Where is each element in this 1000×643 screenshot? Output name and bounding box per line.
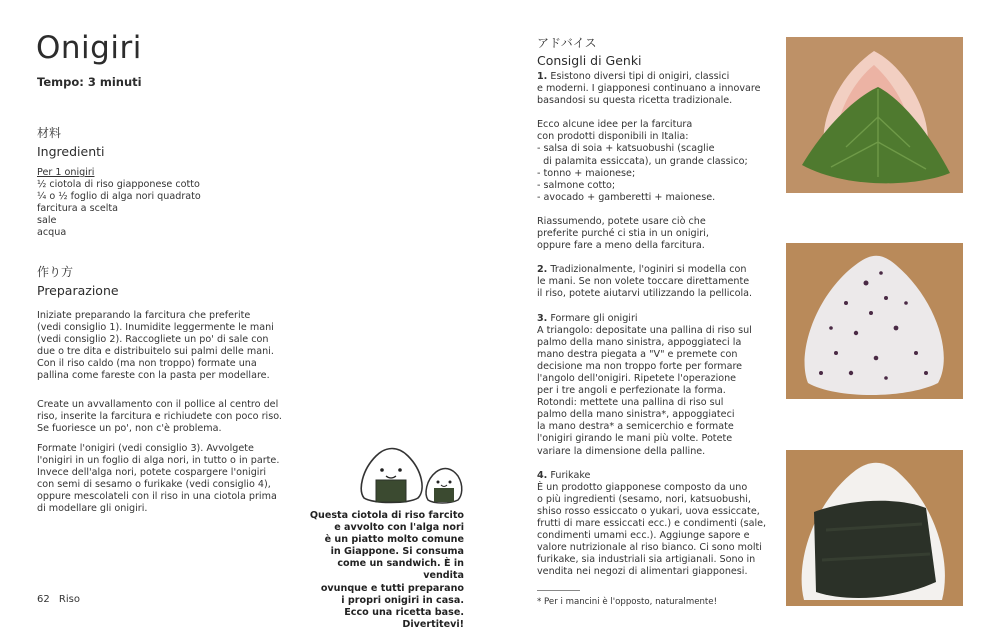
text-line: due o tre dita e distribuitelo sui palmi delle mani.	[37, 345, 274, 357]
text-line: variare la dimensione della palline.	[537, 445, 706, 457]
text-line: Esistono diversi tipi di onigiri, classici	[547, 71, 730, 82]
caption-line: ovunque e tutti preparano	[320, 582, 464, 594]
text-line: - tonno + maionese;	[537, 167, 636, 179]
text-line: Iniziate preparando la farcitura che preferite	[37, 309, 251, 321]
text-line: o più ingredienti (sesamo, nori, katsuobushi,	[537, 493, 751, 505]
ingredient-item: sale	[37, 215, 57, 227]
text-line: l'angolo dell'onigiri. Ripetete l'operazione	[537, 372, 737, 384]
text-line: valore nutrizionale al riso bianco. Ci sono molti	[537, 542, 762, 554]
tip-title: Formare gli onigiri	[547, 312, 638, 324]
text-line: il riso, potete aiutarvi utilizzando la pellicola.	[537, 288, 753, 300]
text-line: Con il riso caldo (ma non troppo) formate una	[37, 357, 257, 369]
footnote-divider	[537, 590, 580, 591]
text-line: basandosi su questa ricetta tradizionale.	[537, 95, 733, 107]
page-footer	[37, 594, 80, 605]
caption-line: è un piatto molto comune	[324, 534, 464, 546]
text-line: È un prodotto giapponese composto da uno	[537, 481, 748, 493]
text-line: riso, inserite la farcitura e richiudete con poco riso.	[37, 410, 282, 422]
tip-number: 2.	[537, 264, 548, 276]
text-line: palmo della mano sinistra*, appoggiateci	[537, 409, 735, 421]
text-line: preferite purché ci stia in un onigiri,	[537, 228, 709, 240]
text-line: vendita nei negozi di alimentari giapponesi.	[537, 566, 748, 578]
ingredient-item: ½ ciotola di riso giapponese cotto	[37, 179, 200, 191]
text-line: - salmone cotto;	[537, 179, 616, 191]
ingredient-item: ¼ o ½ foglio di alga nori quadrato	[37, 191, 201, 203]
text-line: di palamita essiccata), un grande classico;	[537, 155, 748, 167]
caption-line: in Giappone. Si consuma	[330, 546, 464, 558]
text-line: - avocado + gamberetti + maionese.	[537, 191, 716, 203]
text-line: di modellare gli onigiri.	[37, 503, 148, 515]
text-line: Create un avvallamento con il pollice al centro del	[37, 398, 279, 410]
ingredients-list	[37, 167, 201, 240]
intro-caption	[300, 510, 464, 631]
footnote: * Per i mancini è l'opposto, naturalmente!	[537, 597, 718, 607]
caption-line: Ecco una ricetta base. Divertitevi!	[344, 606, 464, 630]
text-line: Se fuoriesce un po', non c'è problema.	[37, 422, 222, 434]
preparation-text	[37, 301, 282, 515]
text-line: l'onigiri in un foglio di alga nori, in tutto o in parte.	[37, 454, 280, 466]
text-line: condimenti umami ecc.). Aggiunge sapore e	[537, 530, 750, 542]
ingredients-jp-heading: 材料	[37, 126, 62, 140]
text-line: - salsa di soia + katsuobushi (scaglie	[537, 143, 715, 155]
serving-label: Per 1 onigiri	[37, 167, 95, 178]
recipe-title: Onigiri	[36, 30, 142, 66]
preparation-jp-heading: 作り方	[37, 265, 74, 279]
text-line: Tradizionalmente, l'oginiri si modella con	[547, 264, 747, 276]
text-line: frutti di mare essiccati ecc.) e condimenti (sale,	[537, 518, 767, 529]
text-line: per i tre angoli e perfezionate la forma.	[537, 385, 726, 397]
section-name: Riso	[58, 594, 80, 605]
text-line: Riassumendo, potete usare ciò che	[537, 215, 706, 227]
ingredient-item: acqua	[37, 227, 67, 239]
text-line: oppure fare a meno della farcitura.	[537, 240, 705, 252]
text-line: oppure mescolateli con il riso in una ciotola prima	[37, 491, 277, 503]
caption-line: e avvolto con l'alga nori	[334, 522, 464, 534]
tips-jp-heading: アドバイス	[537, 36, 597, 50]
caption-line: come un sandwich. È in vendita	[337, 558, 464, 582]
caption-line: i propri onigiri in casa.	[341, 594, 464, 606]
text-line: Ecco alcune idee per la farcitura	[537, 119, 693, 131]
text-line: Invece dell'alga nori, potete cospargere l'onigiri	[37, 467, 267, 479]
preparation-heading: Preparazione	[37, 283, 119, 298]
tips-heading: Consigli di Genki	[537, 53, 642, 68]
text-line: decisione ma non troppo forte per formare	[537, 360, 743, 372]
ingredients-heading: Ingredienti	[37, 144, 105, 159]
photo-onigiri-shiso	[786, 37, 963, 193]
photo-onigiri-furikake	[786, 243, 963, 399]
text-line: (vedi consiglio 2). Raccogliete un po' di sale con	[37, 333, 269, 345]
text-line: con prodotti disponibili in Italia:	[537, 131, 689, 143]
tip-number: 3.	[537, 312, 548, 324]
text-line: (vedi consiglio 1). Inumidite leggermente le mani	[37, 321, 274, 333]
tip-number: 4.	[537, 469, 548, 481]
tip-number: 1.	[537, 71, 548, 82]
page-number: 62	[37, 594, 50, 605]
text-line: Rotondi: mettete una pallina di riso sul	[537, 397, 724, 409]
ingredient-item: farcitura a scelta	[37, 203, 119, 215]
text-line: e moderni. I giapponesi continuano a innovare	[537, 83, 761, 95]
text-line: palmo della mano sinistra, appoggiateci la	[537, 336, 742, 348]
text-line: la mano destra* a semicerchio e formate	[537, 421, 734, 433]
text-line: con semi di sesamo o furikake (vedi consiglio 4),	[37, 479, 271, 491]
text-line: Formate l'onigiri (vedi consiglio 3). Avvolgete	[37, 442, 254, 454]
text-line: A triangolo: depositate una pallina di riso sul	[537, 324, 752, 336]
caption-line: Questa ciotola di riso farcito	[309, 510, 464, 521]
text-line: furikake, sia industriali sia artigianali. Sono in	[537, 554, 756, 566]
text-line: shiso rosso essiccato o yukari, uova essiccate,	[537, 505, 760, 517]
tip-title: Furikake	[547, 469, 591, 481]
prep-time: Tempo: 3 minuti	[37, 75, 142, 89]
tips-text	[537, 71, 766, 578]
text-line: le mani. Se non volete toccare direttamente	[537, 276, 750, 288]
onigiri-cartoon-illustration	[356, 440, 468, 506]
text-line: l'onigiri girando le mani più volte. Potete	[537, 433, 733, 445]
text-line: pallina come fareste con la pasta per modellare.	[37, 369, 270, 381]
text-line: mano destra piegata a "V" e premete con	[537, 348, 738, 360]
photo-onigiri-nori	[786, 450, 963, 606]
